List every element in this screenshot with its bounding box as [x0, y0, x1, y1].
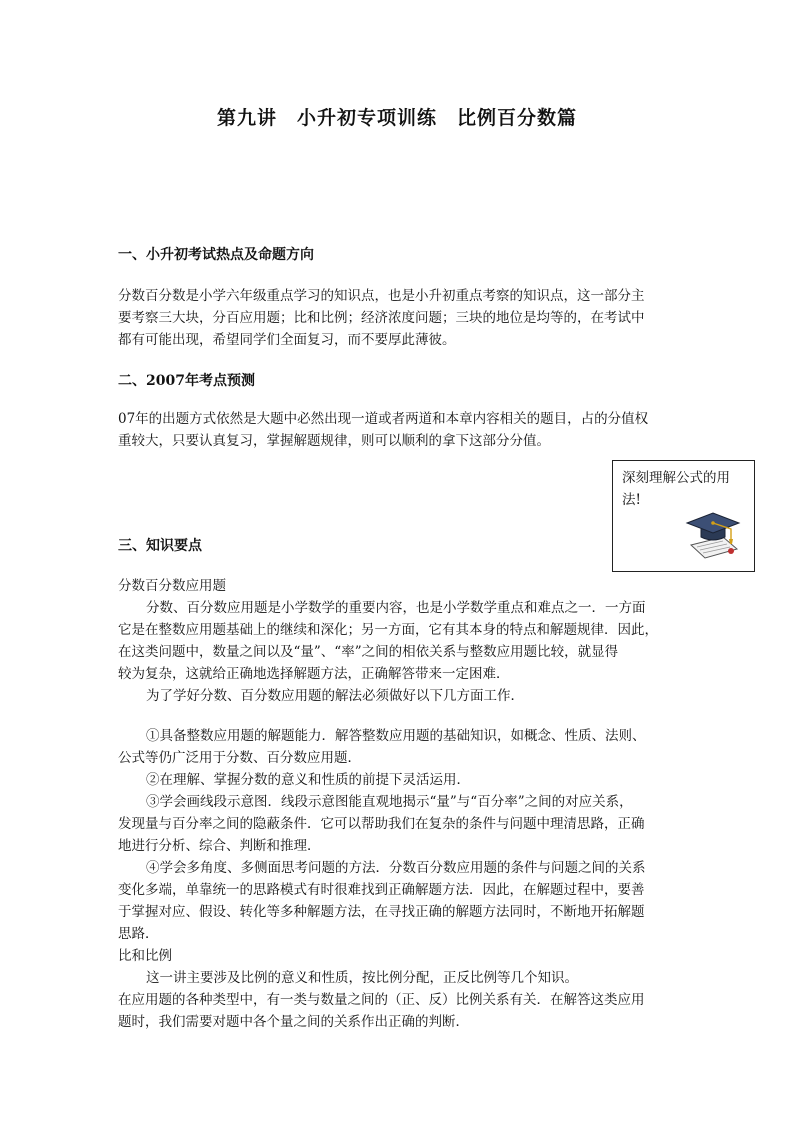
- section3-body: [118, 575, 683, 1033]
- list-item-4-cont: 变化多端，单靠统一的思路模式有时很难找到正确解题方法．因此，在解题过程中，要善: [118, 882, 645, 898]
- subheading-fraction-problems: 分数百分数应用题: [118, 578, 226, 594]
- list-item-4: ④学会多角度、多侧面思考问题的方法．分数百分数应用题的条件与问题之间的关系: [146, 860, 646, 876]
- body-line: 它是在整数应用题基础上的继续和深化；另一方面，它有其本身的特点和解题规律．因此，: [118, 622, 658, 638]
- list-item-3-cont: 地进行分析、综合、判断和推理．: [118, 838, 321, 854]
- list-item-2: ②在理解、掌握分数的意义和性质的前提下灵活运用．: [146, 772, 470, 788]
- section2-line: 重较大，只要认真复习，掌握解题规律，则可以顺利的拿下这部分分值。: [118, 433, 550, 449]
- tip-line: 深刻理解公式的用: [622, 470, 730, 486]
- body-line: 分数、百分数应用题是小学数学的重要内容，也是小学数学重点和难点之一．一方面: [146, 600, 646, 616]
- graduation-cap-icon: [683, 509, 743, 561]
- body-line: 题时，我们需要对题中各个量之间的关系作出正确的判断．: [118, 1014, 469, 1030]
- list-item-4-cont: 思路．: [118, 926, 159, 942]
- page-title: 第九讲 小升初专项训练 比例百分数篇: [216, 107, 577, 129]
- spacer: [118, 707, 683, 725]
- list-item-3-cont: 发现量与百分率之间的隐蔽条件．它可以帮助我们在复杂的条件与问题中理清思路，正确: [118, 816, 645, 832]
- body-line: 为了学好分数、百分数应用题的解法必须做好以下几方面工作．: [146, 688, 524, 704]
- tip-line: 法!: [622, 492, 641, 508]
- tip-text: [622, 467, 748, 511]
- body-line: 较为复杂，这就给正确地选择解题方法，正确解答带来一定困难．: [118, 666, 510, 682]
- subheading-ratio: 比和比例: [118, 948, 172, 964]
- section2-paragraph: [118, 408, 683, 452]
- tip-box: [612, 460, 755, 572]
- list-item-1-cont: 公式等仍广泛用于分数、百分数应用题．: [118, 750, 361, 766]
- body-line: 在应用题的各种类型中，有一类与数量之间的（正、反）比例关系有关．在解答这类应用: [118, 992, 645, 1008]
- section1-paragraph: [118, 285, 683, 351]
- section1-line: 都有可能出现，希望同学们全面复习，而不要厚此薄彼。: [118, 332, 456, 348]
- section3-heading: 三、知识要点: [118, 538, 202, 554]
- body-line: 在这类问题中，数量之间以及“量”、“率”之间的相依关系与整数应用题比较，就显得: [118, 644, 619, 660]
- section1-heading: 一、小升初考试热点及命题方向: [118, 247, 314, 263]
- list-item-3: ③学会画线段示意图．线段示意图能直观地揭示“量”与“百分率”之间的对应关系，: [146, 794, 633, 810]
- section1-line: 要考察三大块，分百应用题；比和比例；经济浓度问题；三块的地位是均等的，在考试中: [118, 310, 645, 326]
- section2-line: 07年的出题方式依然是大题中必然出现一道或者两道和本章内容相关的题目，占的分值权: [118, 411, 649, 427]
- list-item-4-cont: 于掌握对应、假设、转化等多种解题方法，在寻找正确的解题方法同时，不断地开拓解题: [118, 904, 645, 920]
- list-item-1: ①具备整数应用题的解题能力．解答整数应用题的基础知识，如概念、性质、法则、: [146, 728, 646, 744]
- section2-heading: 二、2007年考点预测: [118, 373, 255, 389]
- body-line: 这一讲主要涉及比例的意义和性质，按比例分配，正反比例等几个知识。: [146, 970, 578, 986]
- section1-line: 分数百分数是小学六年级重点学习的知识点，也是小升初重点考察的知识点，这一部分主: [118, 288, 645, 304]
